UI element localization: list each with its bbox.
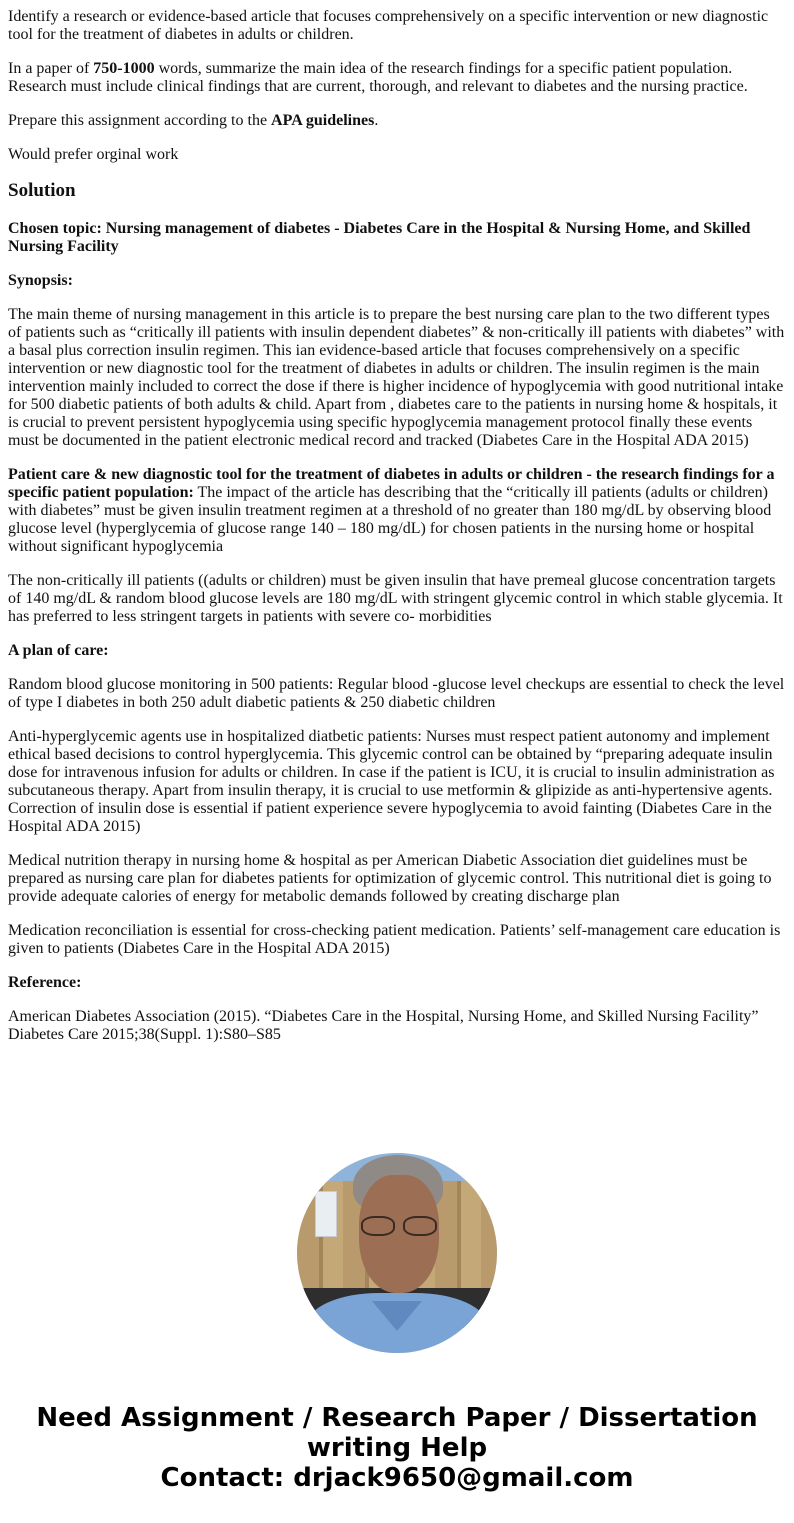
- text: .: [374, 112, 379, 129]
- text: In a paper of: [8, 60, 94, 77]
- findings-paragraph: [8, 466, 786, 556]
- word-count-bold: 750-1000: [93, 60, 155, 77]
- promo-banner: [0, 1403, 794, 1493]
- question-paragraph-3: [8, 112, 786, 130]
- question-paragraph-2: [8, 60, 786, 96]
- plan-label-text: A plan of care:: [8, 642, 109, 659]
- text: Prepare this assignment according to the: [8, 112, 272, 129]
- findings-heading: Patient care & new diagnostic tool for the treatment of diabetes in adults or children - the research findings for a specific patient population:: [8, 466, 775, 501]
- promo-line-1: Need Assignment / Research Paper / Dissertation: [36, 1403, 758, 1433]
- glasses-icon: [361, 1216, 439, 1234]
- avatar-switchboard: [315, 1191, 337, 1237]
- synopsis-label-text: Synopsis:: [8, 272, 73, 289]
- plan-item: Anti-hyperglycemic agents use in hospitalized diatbetic patients: Nurses must respect patient autonomy and implement ethical based decisions to control hyperglycemia. This glycemic control can be obtained by “preparing adequate insulin dose for intravenous infusion for adults or children. In case if the patient is ICU, it is crucial to insulin administration as subcutaneous therapy. Apart from insulin therapy, it is crucial to use metformin & glipizide as anti-hypertensive agents. Correction of insulin dose is essential if patient experience severe hypoglycemia to avoid fainting (Diabetes Care in the Hospital ADA 2015): [8, 728, 775, 835]
- text: words, summarize the main idea of the research findings for a specific patient population. Research must include clinical findings that are current, thorough, and relevant to diabetes and the nursing practice.: [8, 60, 748, 95]
- reference-label-text: Reference:: [8, 974, 82, 991]
- apa-bold: APA guidelines: [271, 112, 375, 129]
- reference-label: [8, 974, 786, 992]
- plan-item: Random blood glucose monitoring in 500 patients: Regular blood -glucose level checkups are essential to check the level of type I diabetes in both 250 adult diabetic patients & 250 diabetic children: [8, 676, 785, 711]
- noncritical-paragraph: The non-critically ill patients ((adults or children) must be given insulin that have premeal glucose concentration targets of 140 mg/dL & random blood glucose levels are 180 mg/dL with stringent glycemic control in which stable glycemia. It has preferred to less stringent targets in patients with severe co- morbidities: [8, 572, 783, 625]
- synopsis-paragraph: The main theme of nursing management in this article is to prepare the best nursing care plan to the two different types of patients such as “critically ill patients with insulin dependent diabetes” & non-critically ill patients with diabetes” with a basal plus correction insulin regimen. This ian evidence-based article that focuses comprehensively on a specific intervention or new diagnostic tool for the treatment of diabetes in adults or children. The insulin regimen is the main intervention mainly included to correct the dose if there is higher incidence of hypoglycemia with good nutritional intake for 500 diabetic patients of both adults & child. Apart from , diabetes care to the patients in nursing home & hospitals, it is crucial to prevent persistent hypoglycemia using specific hypoglycemia management protocol finally these events must be documented in the patient electronic medical record and tracked (Diabetes Care in the Hospital ADA 2015): [8, 306, 785, 449]
- promo-contact: Contact: drjack9650@gmail.com: [160, 1463, 634, 1493]
- question-paragraph-1: Identify a research or evidence-based article that focuses comprehensively on a specific intervention or new diagnostic tool for the treatment of diabetes in adults or children.: [8, 8, 769, 43]
- plan-label: [8, 642, 786, 660]
- chosen-topic-text: Chosen topic: Nursing management of diabetes - Diabetes Care in the Hospital & Nursing Home, and Skilled Nursing Facility: [8, 220, 751, 255]
- reference-citation: American Diabetes Association (2015). “Diabetes Care in the Hospital, Nursing Home, and Skilled Nursing Facility” Diabetes Care 2015;38(Suppl. 1):S80–S85: [8, 1008, 759, 1043]
- question-paragraph-4: Would prefer orginal work: [8, 146, 179, 163]
- author-avatar: [297, 1153, 497, 1353]
- plan-item: Medical nutrition therapy in nursing home & hospital as per American Diabetic Association diet guidelines must be prepared as nursing care plan for diabetes patients for optimization of glycemic control. This nutritional diet is going to provide adequate calories of energy for metabolic demands followed by creating discharge plan: [8, 852, 772, 905]
- plan-item: Medication reconciliation is essential for cross-checking patient medication. Patients’ self-management care education is given to patients (Diabetes Care in the Hospital ADA 2015): [8, 922, 781, 957]
- solution-heading: Solution: [8, 180, 76, 201]
- promo-line-2: writing Help: [306, 1433, 488, 1463]
- synopsis-label: [8, 272, 786, 290]
- findings-text: The impact of the article has describing that the “critically ill patients (adults or children) with diabetes” must be given insulin treatment regimen at a threshold of no greater than 180 mg/dL by observing blood glucose level (hyperglycemia of glucose range 140 – 180 mg/dL) for chosen patients in the nursing home or hospital without significant hypoglycemia: [8, 484, 772, 555]
- chosen-topic: [8, 220, 786, 256]
